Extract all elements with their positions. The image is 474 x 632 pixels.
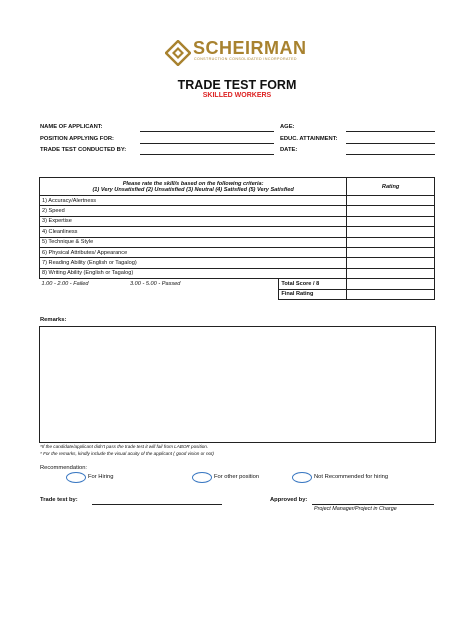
criterion-label: 6) Physical Attributes/ Appearance [40, 247, 347, 257]
table-header-row [40, 178, 435, 196]
table-row [40, 227, 435, 237]
age-label: AGE: [280, 124, 295, 130]
rating-cell[interactable] [347, 196, 435, 206]
other-position-label: For other position [214, 474, 260, 480]
form-title: TRADE TEST FORM [177, 78, 297, 92]
table-row [40, 196, 435, 206]
other-position-radio[interactable] [192, 472, 212, 483]
educ-label: EDUC. ATTAINMENT: [280, 136, 338, 142]
approved-by-label: Approved by: [270, 497, 308, 503]
criterion-label: 1) Accuracy/Alertness [40, 196, 347, 206]
criterion-label: 7) Reading Ability (English or Tagalog) [40, 258, 347, 268]
conducted-label: TRADE TEST CONDUCTED BY: [40, 147, 127, 153]
criterion-label: 2) Speed [40, 206, 347, 216]
rating-cell[interactable] [347, 237, 435, 247]
not-recommended-label: Not Recommended for hiring [314, 474, 389, 480]
total-score-cell[interactable] [347, 279, 435, 289]
company-name: SCHEIRMAN [193, 38, 307, 58]
educ-field[interactable] [346, 143, 435, 144]
for-hiring-label: For Hiring [88, 474, 114, 480]
name-label: NAME OF APPLICANT: [40, 124, 103, 130]
rating-instructions: Please rate the skill/s based on the following criteria: (1) Very Unsatisfied (2) Unsatisfied (3) Neutral (4) Satisfied (5) Very Satisfied [40, 178, 347, 196]
name-field[interactable] [140, 131, 274, 132]
conducted-field[interactable] [140, 154, 274, 155]
date-label: DATE: [280, 147, 298, 153]
form-subtitle: SKILLED WORKERS [202, 92, 272, 99]
remarks-note-2: * For the remarks, kindly include the visual acuity of the applicant ( good vision or not) [40, 451, 214, 456]
position-field[interactable] [140, 143, 274, 144]
company-logo-icon [165, 40, 191, 66]
table-row [40, 237, 435, 247]
recommendation-label: Recommendation: [40, 465, 88, 471]
remarks-label: Remarks: [40, 317, 67, 323]
rating-cell[interactable] [347, 206, 435, 216]
tested-by-field[interactable] [92, 504, 222, 505]
table-row [40, 216, 435, 226]
table-row [40, 279, 435, 289]
rating-cell[interactable] [347, 268, 435, 278]
table-row [40, 247, 435, 257]
for-hiring-radio[interactable] [66, 472, 86, 483]
total-score-label: Total Score / 8 [279, 279, 347, 289]
tested-by-label: Trade test by: [40, 497, 78, 503]
rating-cell[interactable] [347, 216, 435, 226]
final-rating-label: Final Rating [279, 289, 347, 299]
approved-by-field[interactable] [312, 504, 434, 505]
criterion-label: 5) Technique & Style [40, 237, 347, 247]
table-row [40, 206, 435, 216]
table-row [40, 268, 435, 278]
not-recommended-radio[interactable] [292, 472, 312, 483]
rating-cell[interactable] [347, 247, 435, 257]
remarks-note-1: *If the candidate/applicant didn't pass the trade test it will fail from LABOR position. [40, 444, 209, 449]
criterion-label: 4) Cleanliness [40, 227, 347, 237]
scoring-legend: 1.00 - 2.00 - Failed 3.00 - 5.00 - Passed [40, 279, 279, 300]
final-rating-cell[interactable] [347, 289, 435, 299]
table-row [40, 258, 435, 268]
rating-cell[interactable] [347, 258, 435, 268]
criterion-label: 8) Writing Ability (English or Tagalog) [40, 268, 347, 278]
position-label: POSITION APPLYING FOR: [40, 136, 114, 142]
approver-title: Project Manager/Project in Charge [314, 506, 397, 512]
rating-table [39, 177, 435, 300]
age-field[interactable] [346, 131, 435, 132]
date-field[interactable] [346, 154, 435, 155]
remarks-box[interactable] [39, 326, 436, 443]
company-tagline: CONSTRUCTION CONSOLIDATED INCORPORATED [194, 57, 297, 61]
rating-cell[interactable] [347, 227, 435, 237]
criterion-label: 3) Expertise [40, 216, 347, 226]
rating-column-header: Rating [347, 178, 435, 196]
